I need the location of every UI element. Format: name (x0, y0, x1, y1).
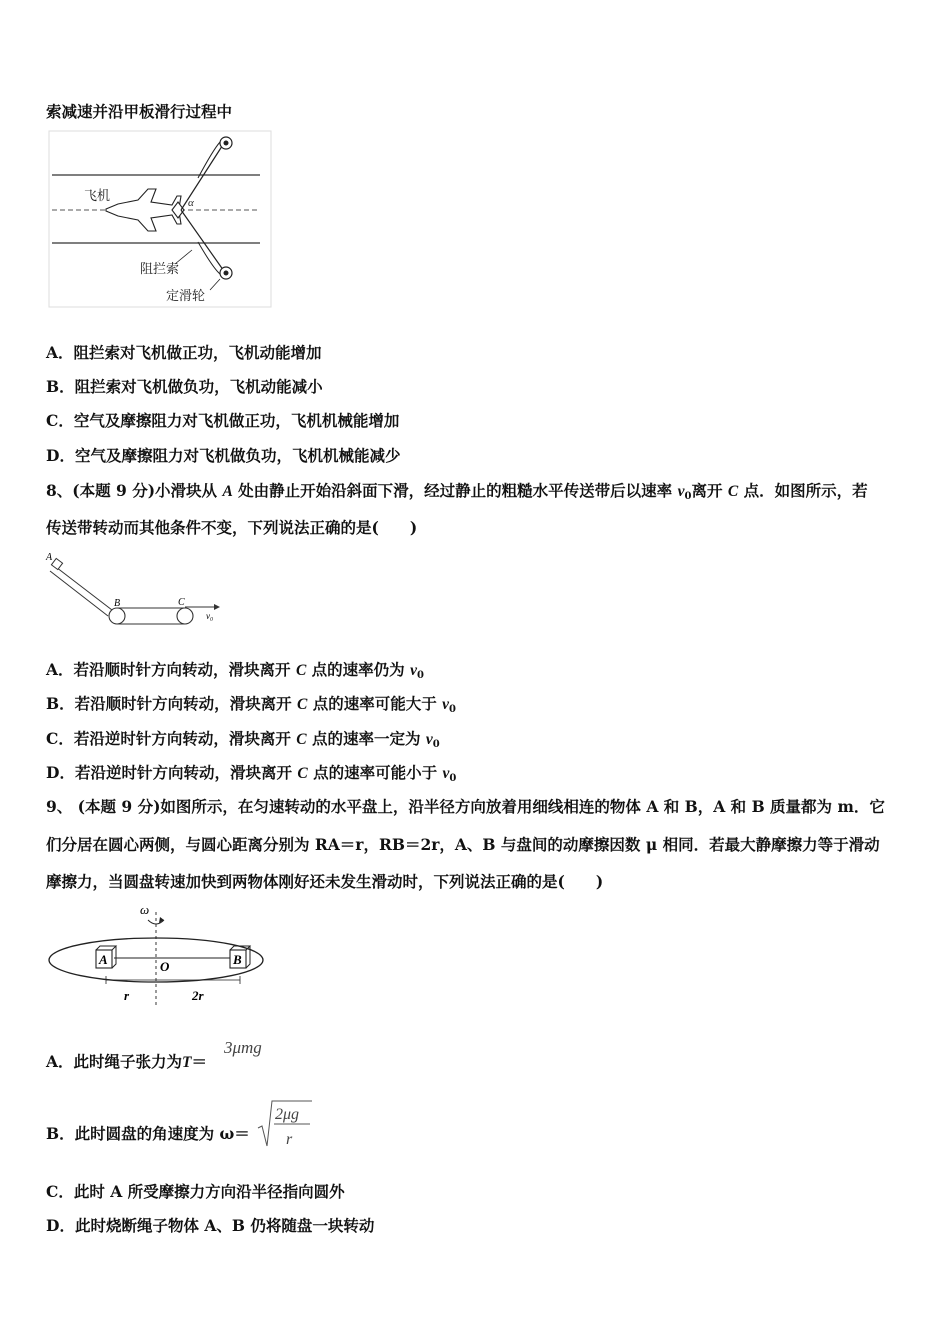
q9-stem-line3: 摩擦力，当圆盘转速加快到两物体刚好还未发生滑动时，下列说法正确的是( ) (46, 872, 604, 891)
q9-option-a-expression: 3μmg (224, 1038, 262, 1057)
q9-option-a: A．此时绳子张力为T＝ (46, 1052, 208, 1071)
sqrt-numerator: 2μg (275, 1106, 300, 1123)
label-v0: v₀ (206, 611, 214, 621)
label-angle: α (188, 197, 194, 209)
label-block-b: B (233, 952, 242, 967)
figure-conveyor (44, 548, 224, 630)
belt-roller-left (109, 608, 125, 624)
q9-option-d: D．此时烧断绳子物体 A、B 仍将随盘一块转动 (46, 1216, 375, 1235)
q9-stem-line1: 9、 (本题 9 分)如图所示，在匀速转动的水平盘上，沿半径方向放着用细线相连的物体 A 和 B，A 和 B 质量都为 m．它 (46, 797, 885, 816)
q7-option-a: A．阻拦索对飞机做正功，飞机动能增加 (46, 343, 322, 362)
belt-roller-right (177, 608, 193, 624)
q8-option-a: A．若沿顺时针方向转动，滑块离开 C 点的速率仍为 $v_0$ (46, 660, 424, 681)
label-point-c: C (178, 597, 185, 608)
q8-option-d: D．若沿逆时针方向转动，滑块离开 C 点的速率可能小于 $v_0$ (46, 763, 457, 784)
label-block-a: A (99, 952, 108, 967)
slider-block (51, 558, 62, 569)
q9-option-b: B．此时圆盘的角速度为 ω＝ (46, 1124, 250, 1143)
label-center-o: O (160, 959, 170, 974)
q8-option-c: C．若沿逆时针方向转动，滑块离开 C 点的速率一定为 $v_0$ (46, 729, 440, 750)
label-2r: 2r (192, 988, 204, 1003)
sqrt-denominator: r (286, 1131, 293, 1148)
label-point-a: A (46, 552, 53, 563)
plane-icon (106, 189, 181, 231)
q7-option-b: B．阻拦索对飞机做负功，飞机动能减小 (46, 377, 323, 396)
q8-option-b: B．若沿顺时针方向转动，滑块离开 C 点的速率可能大于 $v_0$ (46, 694, 456, 715)
label-omega: ω (140, 902, 150, 917)
q9-stem-line2: 们分居在圆心两侧，与圆心距离分别为 RA＝r，RB＝2r，A、B 与盘间的动摩擦因数 μ 相同．若最大静摩擦力等于滑动 (46, 835, 880, 854)
q7-option-c: C．空气及摩擦阻力对飞机做正功，飞机机械能增加 (46, 411, 400, 430)
figure-arresting-cable (48, 130, 273, 310)
intro-line: 索减速并沿甲板滑行过程中 (46, 102, 233, 121)
q8-stem-line2: 传送带转动而其他条件不变，下列说法正确的是( ) (46, 518, 418, 537)
q8-stem-line1: 8、(本题 9 分)小滑块从 A 处由静止开始沿斜面下滑，经过静止的粗糙水平传送带后以速率 $v_0$离开 C 点．如图所示，若 (46, 481, 868, 502)
figure-rotating-disc (44, 898, 269, 1008)
sqrt-expression (256, 1098, 316, 1152)
label-cable: 阻拦索 (140, 262, 180, 277)
label-r: r (124, 988, 130, 1003)
label-point-b: B (114, 598, 121, 609)
q9-option-c: C．此时 A 所受摩擦力方向沿半径指向圆外 (46, 1182, 345, 1201)
label-plane: 飞机 (84, 189, 111, 204)
q7-option-d: D．空气及摩擦阻力对飞机做负功，飞机机械能减少 (46, 446, 401, 465)
label-pulley: 定滑轮 (166, 289, 206, 304)
